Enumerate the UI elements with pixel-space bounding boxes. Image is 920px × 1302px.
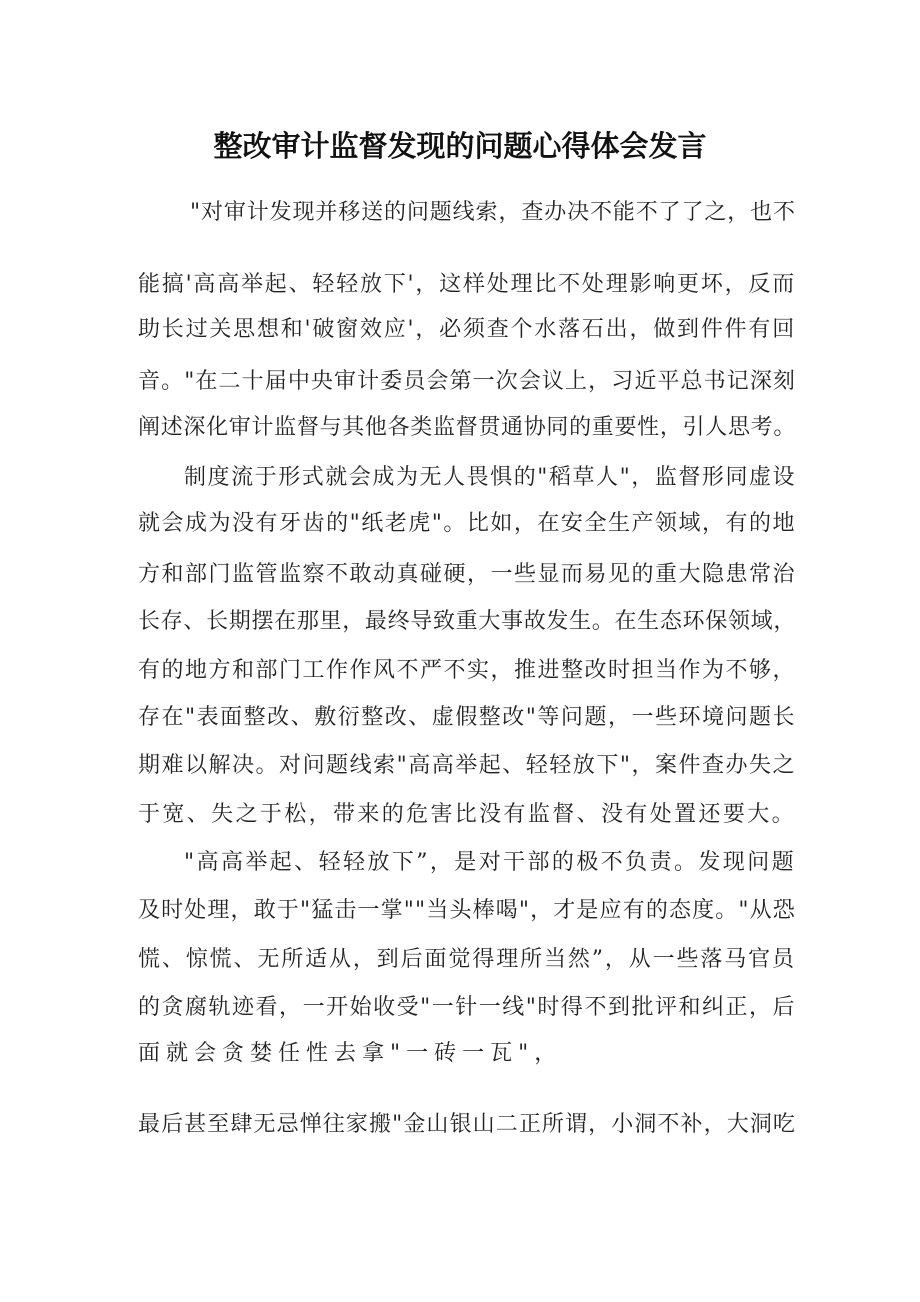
paragraph-2-line-5: 有的地方和部门工作作风不严不实，推进整改时担当作为不够，	[138, 658, 797, 683]
paragraph-1-line-5: 阐述深化审计监督与其他各类监督贯通协同的重要性，引人思考。	[138, 415, 797, 440]
paragraph-4-line-1: 最后甚至肆无忌惮往家搬"金山银山二正所谓，小洞不补，大洞吃	[138, 1112, 797, 1137]
paragraph-2-line-3: 方和部门监管监察不敢动真碰硬，一些显而易见的重大隐患常治	[138, 562, 797, 587]
paragraph-3-line-4: 的贪腐轨迹看，一开始收受"一针一线"时得不到批评和纠正，后	[138, 995, 797, 1020]
paragraph-2-line-2: 就会成为没有牙齿的"纸老虎"。比如，在安全生产领域，有的地	[138, 511, 797, 536]
document-title: 整改审计监督发现的问题心得体会发言	[213, 129, 707, 163]
paragraph-1-line-3: 助长过关思想和'破窗效应'，必须查个水落石出，做到件件有回	[138, 317, 797, 342]
paragraph-3-line-1: "高高举起、轻轻放下”，是对干部的极不负责。发现问题	[184, 850, 797, 875]
paragraph-2-line-8: 于宽、失之于松，带来的危害比没有监督、没有处置还要大。	[138, 802, 796, 827]
paragraph-2-line-4: 长存、长期摆在那里，最终导致重大事故发生。在生态环保领域，	[138, 609, 797, 634]
paragraph-1-line-1: "对审计发现并移送的问题线索，查办决不能不了了之，也不	[190, 200, 796, 225]
paragraph-2-line-1: 制度流于形式就会成为无人畏惧的"稻草人"，监督形同虚设	[184, 465, 797, 490]
paragraph-1-line-4: 音。"在二十届中央审计委员会第一次会议上，习近平总书记深刻	[138, 369, 797, 394]
paragraph-2-line-6: 存在"表面整改、敷衍整改、虚假整改"等问题，一些环境问题长	[138, 705, 797, 730]
paragraph-3-line-3: 慌、惊慌、无所适从，到后面觉得理所当然”，从一些落马官员	[138, 947, 796, 972]
paragraph-2-line-7: 期难以解决。对问题线索"高高举起、轻轻放下"，案件查办失之	[138, 753, 797, 778]
paragraph-3-line-5: 面就会贪婪任性去拿"一砖一瓦"，	[138, 1041, 563, 1066]
paragraph-3-line-2: 及时处理，敢于"猛击一掌""当头棒喝"，才是应有的态度。"从恐	[138, 898, 796, 923]
paragraph-1-line-2: 能搞'高高举起、轻轻放下'，这样处理比不处理影响更坏，反而	[138, 272, 797, 297]
